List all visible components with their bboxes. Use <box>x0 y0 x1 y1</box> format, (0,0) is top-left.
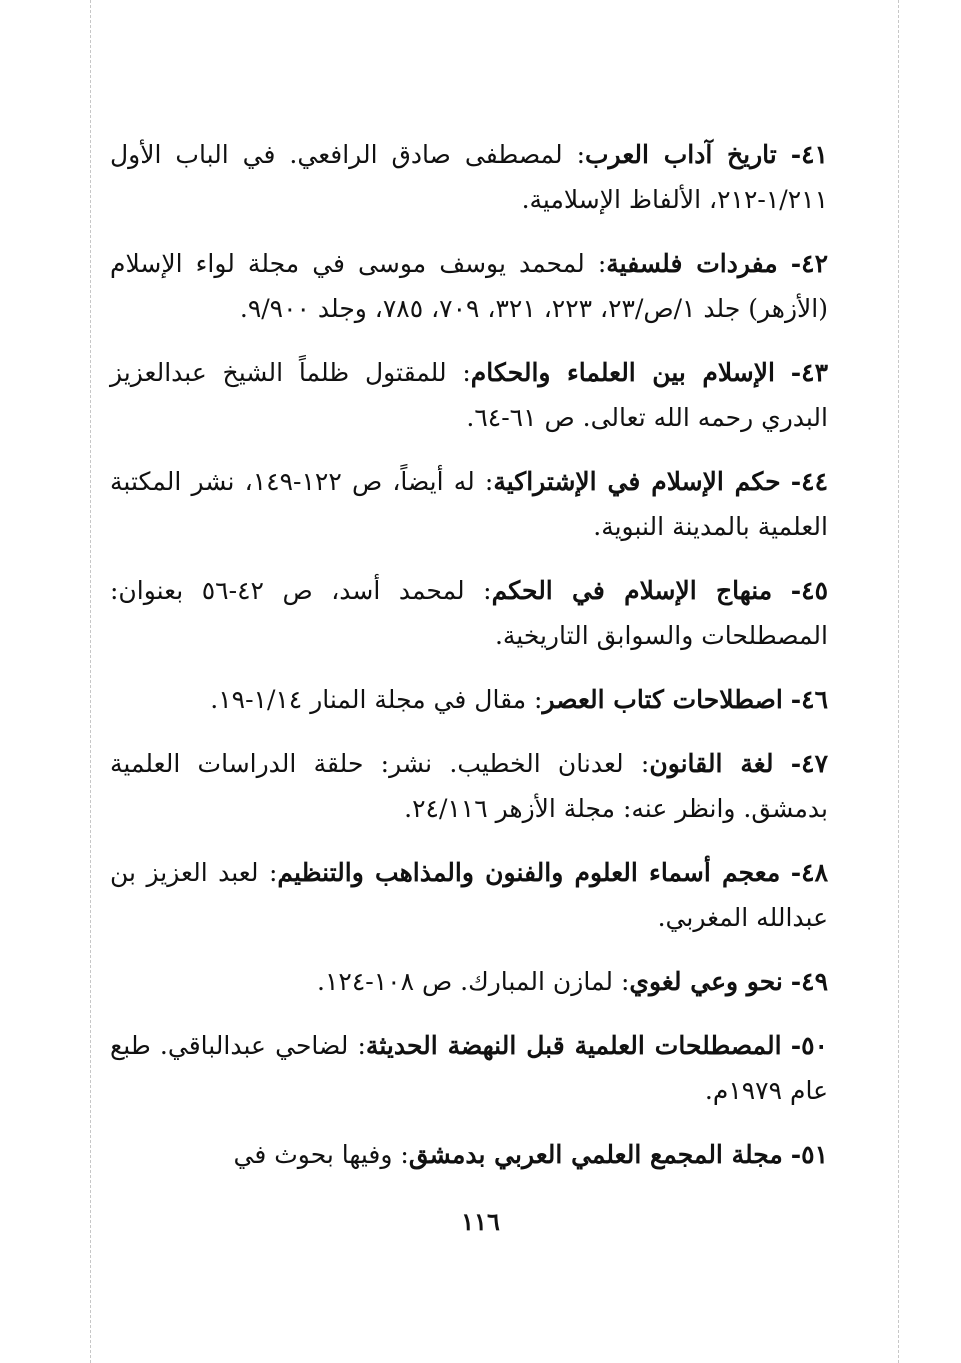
bibliography-entry-45 <box>110 568 828 658</box>
entry-details: : لمحمد أسد، ص ٤٢-٥٦ بعنوان: المصطلحات والسوابق التاريخية. <box>110 576 828 650</box>
entry-title: الإسلام بين العلماء والحكام <box>470 358 775 387</box>
bibliography-entry-42 <box>110 241 828 331</box>
bibliography-entry-41 <box>110 132 828 222</box>
entry-number: ٤٤- <box>790 467 828 496</box>
entry-number: ٤٩- <box>790 967 828 996</box>
entry-details: : لمازن المبارك. ص ١٠٨-١٢٤. <box>317 967 630 996</box>
bibliography-entry-46 <box>110 677 828 722</box>
entry-number: ٤٦- <box>790 685 828 714</box>
entry-title: لغة القانون <box>649 749 774 778</box>
entry-title: نحو وعي لغوي <box>629 967 783 996</box>
entry-title: تاريخ آداب العرب <box>585 140 777 169</box>
entry-details: : لعدنان الخطيب. نشر: حلقة الدراسات العلمية بدمشق. وانظر عنه: مجلة الأزهر ٢٤/١١٦. <box>110 749 828 823</box>
entry-title: المصطلحات العلمية قبل النهضة الحديثة <box>365 1031 782 1060</box>
entry-details: : لعبد العزيز بن عبدالله المغربي. <box>110 858 828 932</box>
entry-details: : وفيها بحوث في <box>233 1140 409 1169</box>
entry-details: : لمحمد يوسف موسى في مجلة لواء الإسلام (الأزهر) جلد ١/ص/٢٣، ٢٢٣، ٣٢١، ٧٠٩، ٧٨٥، وجلد ٩/٩٠٠. <box>110 249 828 323</box>
entry-details: : للمقتول ظلماً الشيخ عبدالعزيز البدري رحمه الله تعالى. ص ٦١-٦٤. <box>110 358 828 432</box>
bibliography-entry-49 <box>110 959 828 1004</box>
bibliography-entry-43 <box>110 350 828 440</box>
entry-title: منهاج الإسلام في الحكم <box>491 576 773 605</box>
entry-number: ٤٣- <box>790 358 829 387</box>
entry-title: معجم أسماء العلوم والفنون والمذاهب والتنظيم <box>277 858 781 887</box>
entry-details: : لمصطفى صادق الرافعي. في الباب الأول ١/٢١١-٢١٢، الألفاظ الإسلامية. <box>110 140 828 214</box>
bibliography-entry-51 <box>110 1132 828 1177</box>
bibliography-entry-50 <box>110 1023 828 1113</box>
entry-details: : لضاحي عبدالباقي. طبع عام ١٩٧٩م. <box>110 1031 828 1105</box>
bibliography-entry-48 <box>110 850 828 940</box>
entry-number: ٥١- <box>790 1140 828 1169</box>
entry-number: ٤٢- <box>790 249 828 278</box>
scan-fold-line-right <box>898 0 899 1363</box>
entry-title: حكم الإسلام في الإشتراكية <box>493 467 781 496</box>
bibliography-entry-44 <box>110 459 828 549</box>
bibliography-entry-47 <box>110 741 828 831</box>
page-number: ١١٦ <box>461 1207 500 1236</box>
entry-number: ٤٨- <box>790 858 829 887</box>
entry-number: ٤١- <box>790 140 828 169</box>
entry-number: ٥٠- <box>790 1031 828 1060</box>
entry-title: مجلة المجمع العلمي العربي بدمشق <box>408 1140 783 1169</box>
entry-details: : له أيضاً، ص ١٢٢-١٤٩، نشر المكتبة العلمية بالمدينة النبوية. <box>110 467 828 541</box>
bibliography-list <box>110 132 828 1196</box>
scan-fold-line-left <box>90 0 91 1363</box>
entry-details: : مقال في مجلة المنار ١/١٤-١٩. <box>210 685 543 714</box>
entry-title: اصطلاحات كتاب العصر <box>542 685 783 714</box>
entry-number: ٤٥- <box>790 576 828 605</box>
entry-number: ٤٧- <box>790 749 828 778</box>
entry-title: مفردات فلسفية <box>606 249 778 278</box>
